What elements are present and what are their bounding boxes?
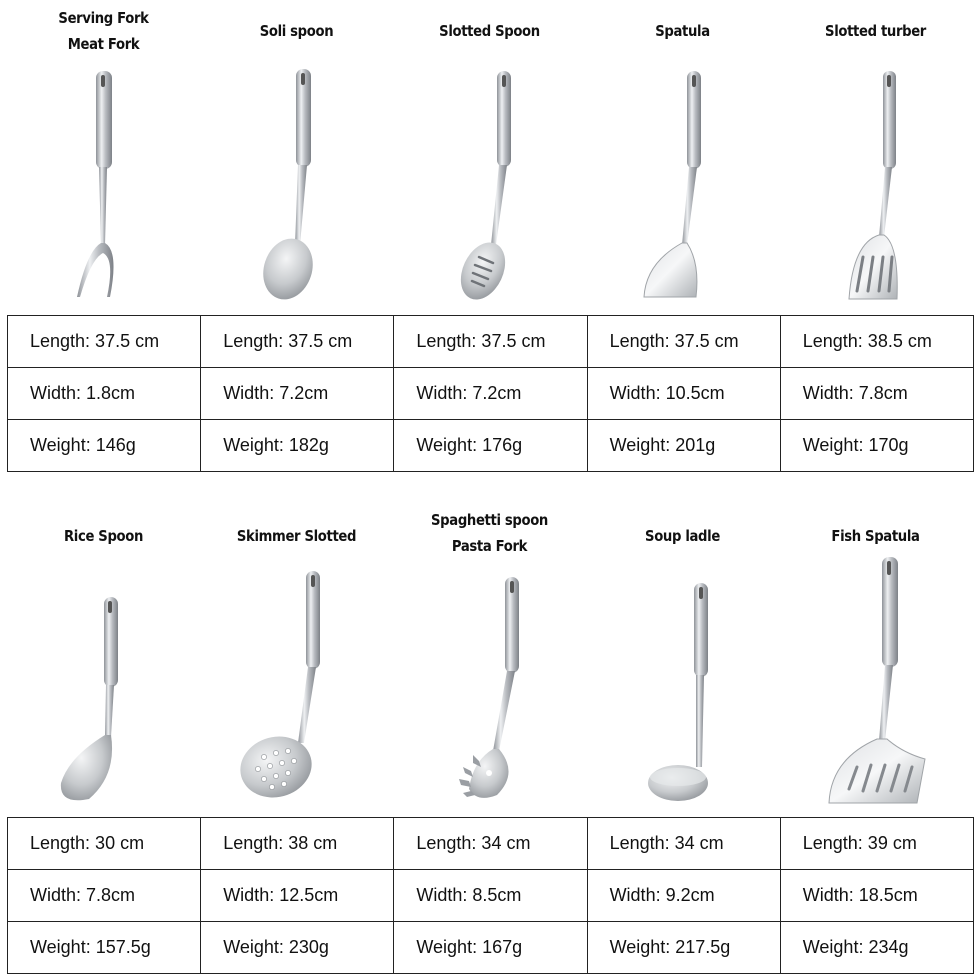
product-name-line: Skimmer Slotted [236,527,357,545]
spec-table [7,315,974,472]
width-cell: Width: 1.8cm [8,368,201,420]
product-name [19,5,189,57]
product-row [7,5,974,305]
table-row-length [8,316,974,368]
product-name [791,523,961,549]
length-cell: Length: 30 cm [8,818,201,870]
weight-cell: Weight: 170g [780,420,973,472]
product-name-line: Slotted Spoon [439,22,540,40]
weight-cell: Weight: 182g [201,420,394,472]
length-cell: Length: 37.5 cm [394,316,587,368]
product-name-line: Pasta Fork [451,537,528,555]
product-name-line: Slotted turber [825,22,926,40]
rice-spoon-icon [7,505,200,805]
spatula-icon [586,5,779,305]
slotted-spoon-icon [393,5,586,305]
product-name [598,523,768,549]
table-row-weight [8,420,974,472]
width-cell: Width: 10.5cm [587,368,780,420]
product-name-line: Soli spoon [259,22,334,40]
weight-cell: Weight: 230g [201,922,394,974]
slotted-turner-icon [779,5,972,305]
table-row-weight [8,922,974,974]
product-card [393,505,586,805]
product-name [598,18,768,44]
length-cell: Length: 37.5 cm [587,316,780,368]
product-name-line: Spatula [655,22,710,40]
soup-ladle-icon [586,505,779,805]
width-cell: Width: 7.2cm [394,368,587,420]
product-name-line: Rice Spoon [63,527,144,545]
length-cell: Length: 38 cm [201,818,394,870]
table-row-width [8,368,974,420]
skimmer-icon [200,505,393,805]
weight-cell: Weight: 157.5g [8,922,201,974]
width-cell: Width: 12.5cm [201,870,394,922]
width-cell: Width: 7.8cm [8,870,201,922]
weight-cell: Weight: 217.5g [587,922,780,974]
product-card [7,5,200,305]
product-card [200,505,393,805]
product-card [200,5,393,305]
product-name-line: Spaghetti spoon [431,511,548,529]
weight-cell: Weight: 201g [587,420,780,472]
product-card [586,505,779,805]
product-name [791,18,961,44]
length-cell: Length: 37.5 cm [201,316,394,368]
product-row [7,505,974,805]
solid-spoon-icon [200,5,393,305]
weight-cell: Weight: 167g [394,922,587,974]
product-name-line: Serving Fork [58,9,149,27]
product-name [212,523,382,549]
width-cell: Width: 18.5cm [780,870,973,922]
weight-cell: Weight: 234g [780,922,973,974]
product-card [7,505,200,805]
product-name [405,507,575,559]
product-card [393,5,586,305]
width-cell: Width: 9.2cm [587,870,780,922]
product-card [779,5,972,305]
product-name-line: Soup ladle [645,527,720,545]
weight-cell: Weight: 176g [394,420,587,472]
product-name-line: Fish Spatula [831,527,920,545]
table-row-width [8,870,974,922]
width-cell: Width: 8.5cm [394,870,587,922]
product-name-line: Meat Fork [67,35,140,53]
length-cell: Length: 34 cm [394,818,587,870]
weight-cell: Weight: 146g [8,420,201,472]
product-name [212,18,382,44]
width-cell: Width: 7.8cm [780,368,973,420]
length-cell: Length: 39 cm [780,818,973,870]
length-cell: Length: 38.5 cm [780,316,973,368]
product-name [405,18,575,44]
table-row-length [8,818,974,870]
product-card [779,505,972,805]
width-cell: Width: 7.2cm [201,368,394,420]
product-name [19,523,189,549]
fish-spatula-icon [779,505,972,805]
length-cell: Length: 37.5 cm [8,316,201,368]
length-cell: Length: 34 cm [587,818,780,870]
product-card [586,5,779,305]
spec-table [7,817,974,974]
